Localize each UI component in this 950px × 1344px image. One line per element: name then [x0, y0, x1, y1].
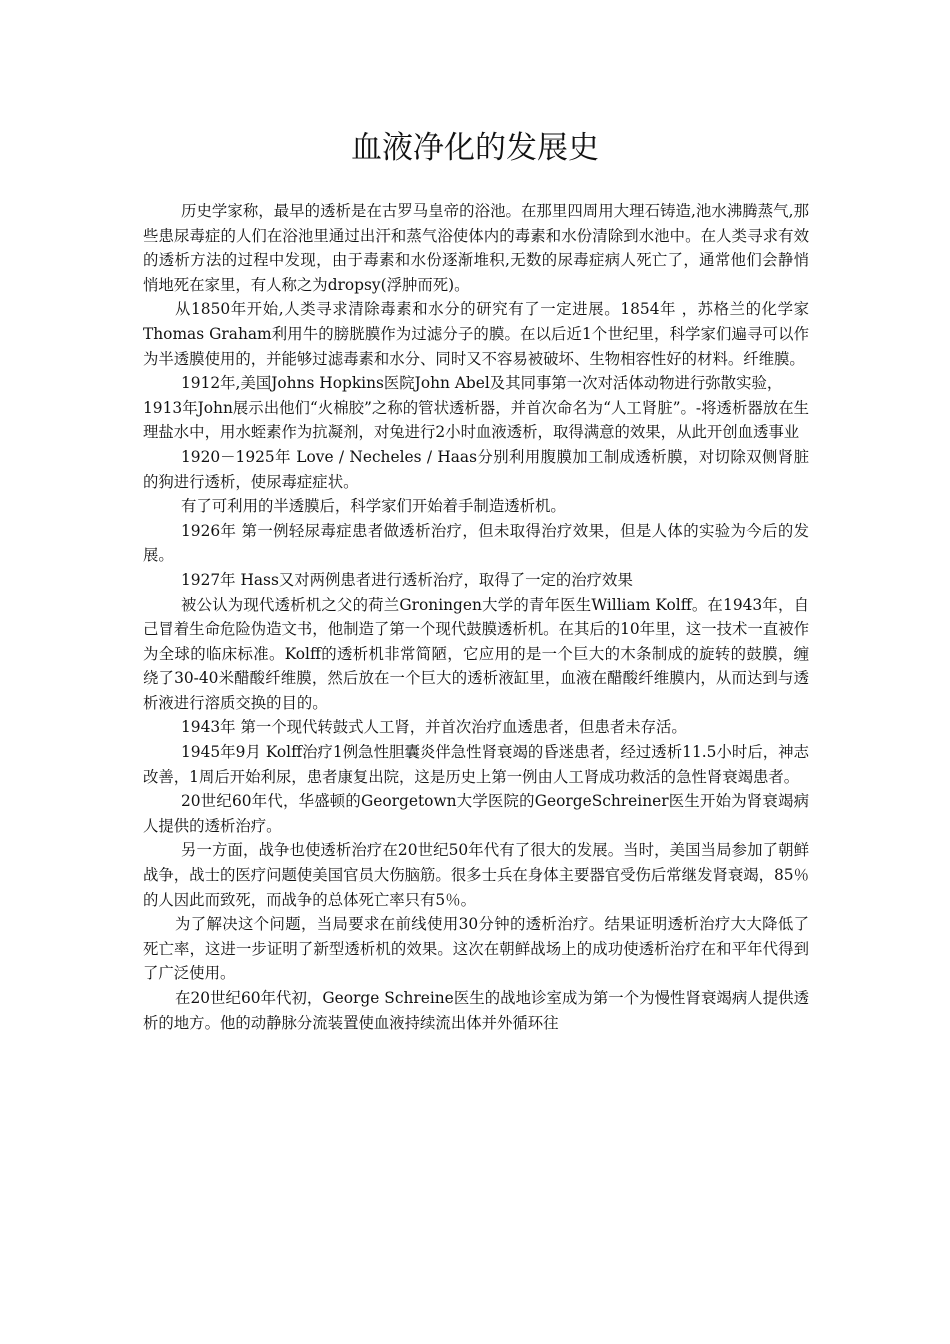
- paragraph-frontline-dialysis: 为了解决这个问题，当局要求在前线使用30分钟的透析治疗。结果证明透析治疗大大降低了死亡率，这进一步证明了新型透析机的效果。这次在朝鲜战场上的成功使透析治疗在和平年代得到了广泛使用。: [143, 915, 809, 983]
- paragraph-1960s-georgetown: 20世纪60年代，华盛顿的Georgetown大学医院的GeorgeSchreiner医生开始为肾衰竭病人提供的透析治疗。: [143, 792, 809, 835]
- paragraph-1920-1925-peritoneum: 1920－1925年 Love / Necheles / Haas分别利用腹膜加工制成透析膜，对切除双侧肾脏的狗进行透析，使尿毒症症状。: [143, 447, 809, 491]
- paragraph-1927-hass: 1927年 Hass又对两例患者进行透析治疗，取得了一定的治疗效果: [181, 570, 633, 589]
- paragraph-dialysis-machines: 有了可利用的半透膜后，科学家们开始着手制造透析机。: [181, 497, 566, 516]
- paragraph-1850-research: 从1850年开始,人类寻求清除毒素和水分的研究有了一定进展。1854年 ，苏格兰的化学家Thomas Graham利用牛的膀胱膜作为过滤分子的膜。在以后近1个世纪里，科学家们遍寻可以作为半透膜使用的，并能够过滤毒素和水分、同时又不容易被破坏、生物相容性好的材料。纤维膜。: [143, 300, 809, 368]
- paragraph-korean-war: 另一方面，战争也使透析治疗在20世纪50年代有了很大的发展。当时，美国当局参加了朝鲜战争，战士的医疗问题使美国官员大伤脑筋。很多士兵在身体主要器官受伤后常继发肾衰竭，85％的人因此而致死，而战争的总体死亡率只有5％。: [143, 841, 809, 909]
- paragraph-1912-abel: 1912年,美国Johns Hopkins医院John Abel及其同事第一次对活体动物进行弥散实验，: [181, 374, 783, 393]
- paragraph-1943-rotating-drum: 1943年 第一个现代转鼓式人工肾，并首次治疗血透患者，但患者未存活。: [181, 718, 687, 737]
- paragraph-kolff: 被公认为现代透析机之父的荷兰Groningen大学的青年医生William Kolff。在1943年，自己冒着生命危险伪造文书，他制造了第一个现代鼓膜透析机。在其后的10年里，这一技术一直被作为全球的临床标准。Kolff的透析机非常简陋，它应用的是一个巨大的木条制成的旋转的鼓膜，缠绕了30-40米醋酸纤维膜，然后放在一个巨大的透析液缸里，血液在醋酸纤维膜内，从而达到与透析液进行溶质交换的目的。: [143, 595, 809, 712]
- paragraph-roman-baths: 历史学家称，最早的透析是在古罗马皇帝的浴池。在那里四周用大理石铸造,池水沸腾蒸气,那些患尿毒症的人们在浴池里通过出汗和蒸气浴使体内的毒素和水份清除到水池中。在人类寻求有效的透析方法的过程中发现，由于毒素和水份逐渐堆积,无数的尿毒症病人死亡了，通常他们会静悄悄地死在家里，有人称之为dropsy(浮肿而死)。: [143, 202, 809, 294]
- paragraph-1913-artificial-kidney: 1913年John展示出他们“火棉胶”之称的管状透析器，并首次命名为“人工肾脏”。-将透析器放在生理盐水中，用水蛭素作为抗凝剂，对兔进行2小时血液透析，取得满意的效果，从此开创血透事业: [143, 398, 809, 442]
- document-title: 血液净化的发展史: [351, 130, 599, 166]
- paragraph-schreiner-clinic: 在20世纪60年代初，George Schreine医生的战地诊室成为第一个为慢性肾衰竭病人提供透析的地方。他的动静脉分流装置使血液持续流出体并外循环往: [143, 989, 809, 1032]
- document-body: [143, 199, 809, 1035]
- paragraph-1926-first-patient: 1926年 第一例轻尿毒症患者做透析治疗，但未取得治疗效果，但是人体的实验为今后的发展。: [143, 521, 809, 565]
- paragraph-1945-first-success: 1945年9月 Kolff治疗1例急性胆囊炎伴急性肾衰竭的昏迷患者，经过透析11.5小时后，神志改善，1周后开始利尿，患者康复出院，这是历史上第一例由人工肾成功救活的急性肾衰竭患者。: [143, 743, 809, 786]
